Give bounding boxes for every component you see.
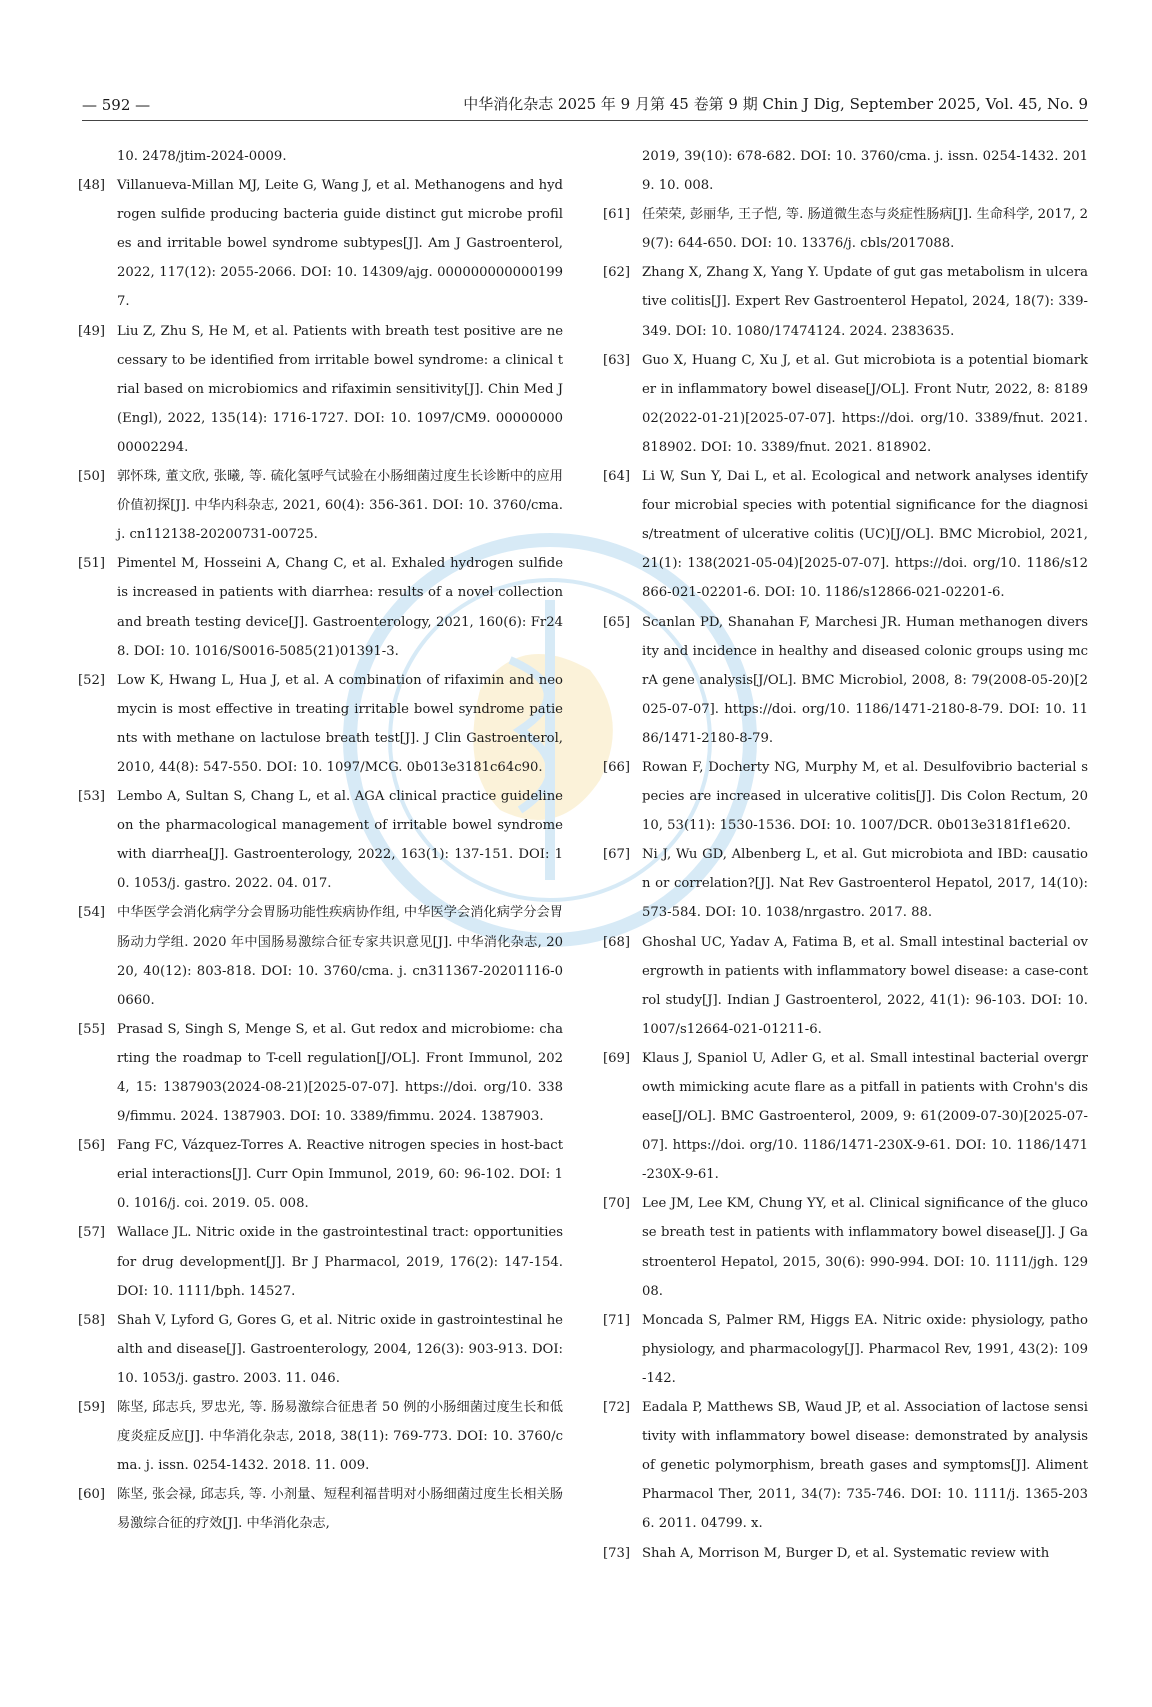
reference-text: Shah A, Morrison M, Burger D, et al. Systematic review with	[642, 1545, 1050, 1561]
reference-item	[78, 549, 563, 665]
reference-continuation: 2019, 39(10): 678-682. DOI: 10. 3760/cma. j. issn. 0254-1432. 2019. 10. 008.	[642, 149, 1088, 194]
reference-text: 陈坚, 张会禄, 邱志兵, 等. 小剂量、短程利福昔明对小肠细菌过度生长相关肠易激综合征的疗效[J]. 中华消化杂志,	[117, 1487, 563, 1532]
reference-number: [64]	[603, 469, 631, 485]
reference-text: Rowan F, Docherty NG, Murphy M, et al. Desulfovibrio bacterial species are increased in ulcerative colitis[J]. Dis Colon Rectum, 2010, 53(11): 1530-1536. DOI: 10. 1007/DCR. 0b013e3181f1e620.	[642, 759, 1088, 834]
reference-number: [68]	[603, 934, 631, 950]
reference-number: [51]	[78, 556, 106, 572]
reference-text: 任荣荣, 彭丽华, 王子恺, 等. 肠道微生态与炎症性肠病[J]. 生命科学, 2017, 29(7): 644-650. DOI: 10. 13376/j. cbls/2017088.	[642, 207, 1088, 252]
reference-text: Lee JM, Lee KM, Chung YY, et al. Clinical significance of the glucose breath test in patients with inflammatory bowel disease[J]. J Gastroenterol Hepatol, 2015, 30(6): 990-994. DOI: 10. 1111/jgh. 12908.	[642, 1196, 1088, 1299]
reference-number: [52]	[78, 672, 106, 688]
reference-item	[78, 1015, 563, 1131]
reference-item	[78, 1306, 563, 1393]
reference-text: Low K, Hwang L, Hua J, et al. A combination of rifaximin and neomycin is most effective in treating irritable bowel syndrome patients with methane on lactulose breath test[J]. J Clin Gastroenterol, 2010, 44(8): 547-550. DOI: 10. 1097/MCG. 0b013e3181c64c90.	[117, 672, 563, 775]
reference-number: [67]	[603, 847, 631, 863]
reference-text: Lembo A, Sultan S, Chang L, et al. AGA clinical practice guideline on the pharmacological management of irritable bowel syndrome with diarrhea[J]. Gastroenterology, 2022, 163(1): 137-151. DOI: 10. 1053/j. gastro. 2022. 04. 017.	[117, 789, 563, 892]
reference-text: Zhang X, Zhang X, Yang Y. Update of gut gas metabolism in ulcerative colitis[J]. Expert Rev Gastroenterol Hepatol, 2024, 18(7): 339-349. DOI: 10. 1080/17474124. 2024. 2383635.	[642, 265, 1088, 339]
journal-citation: 中华消化杂志 2025 年 9 月第 45 卷第 9 期 Chin J Dig, September 2025, Vol. 45, No. 9	[463, 95, 1088, 113]
reference-continuation: 10. 2478/jtim-2024-0009.	[117, 149, 287, 164]
reference-text: Eadala P, Matthews SB, Waud JP, et al. Association of lactose sensitivity with inflammatory bowel disease: demonstrated by analysis of genetic polymorphism, breath gases and symptoms[J]. Aliment Pharmacol Ther, 2011, 34(7): 735-746. DOI: 10. 1111/j. 1365-2036. 2011. 04799. x.	[642, 1400, 1088, 1532]
reference-number: [70]	[603, 1196, 631, 1212]
reference-number: [71]	[603, 1312, 631, 1328]
reference-number: [54]	[78, 905, 106, 921]
reference-number: [61]	[603, 207, 631, 223]
reference-text: Fang FC, Vázquez-Torres A. Reactive nitrogen species in host-bacterial interactions[J]. Curr Opin Immunol, 2019, 60: 96-102. DOI: 10. 1016/j. coi. 2019. 05. 008.	[117, 1138, 563, 1212]
reference-item	[78, 317, 563, 462]
reference-text: Ni J, Wu GD, Albenberg L, et al. Gut microbiota and IBD: causation or correlation?[J]. Nat Rev Gastroenterol Hepatol, 2017, 14(10): 573-584. DOI: 10. 1038/nrgastro. 2017. 88.	[642, 847, 1088, 921]
reference-item	[78, 1480, 563, 1538]
reference-text: Villanueva-Millan MJ, Leite G, Wang J, et al. Methanogens and hydrogen sulfide producing bacteria guide distinct gut microbe profiles and irritable bowel syndrome subtypes[J]. Am J Gastroenterol, 2022, 117(12): 2055-2066. DOI: 10. 14309/ajg. 0000000000001997.	[117, 178, 563, 310]
reference-item	[603, 753, 1088, 840]
reference-number: [73]	[603, 1545, 631, 1561]
reference-item	[78, 1131, 563, 1218]
reference-item	[603, 258, 1088, 345]
reference-item	[78, 1393, 563, 1480]
reference-number: [72]	[603, 1400, 631, 1416]
reference-number: [49]	[78, 323, 106, 339]
reference-number: [53]	[78, 789, 106, 805]
reference-text: Prasad S, Singh S, Menge S, et al. Gut redox and microbiome: charting the roadmap to T-cell regulation[J/OL]. Front Immunol, 2024, 15: 1387903(2024-08-21)[2025-07-07]. https://doi. org/10. 3389/fimmu. 2024. 1387903. DOI: 10. 3389/fimmu. 2024. 1387903.	[117, 1021, 563, 1125]
reference-text: 中华医学会消化病学分会胃肠功能性疾病协作组, 中华医学会消化病学分会胃肠动力学组. 2020 年中国肠易激综合征专家共识意见[J]. 中华消化杂志, 2020, 40(12): 803-818. DOI: 10. 3760/cma. j. cn311367-20201116-00660.	[117, 905, 563, 1008]
reference-text: 陈坚, 邱志兵, 罗忠光, 等. 肠易激综合征患者 50 例的小肠细菌过度生长和低度炎症反应[J]. 中华消化杂志, 2018, 38(11): 769-773. DOI: 10. 3760/cma. j. issn. 0254-1432. 2018. 11. 009.	[117, 1400, 563, 1474]
reference-number: [55]	[78, 1021, 106, 1037]
reference-item	[78, 462, 563, 549]
page-header	[82, 80, 1088, 121]
reference-item	[603, 840, 1088, 927]
reference-number: [48]	[78, 178, 106, 194]
reference-number: [69]	[603, 1050, 631, 1066]
reference-item	[603, 1306, 1088, 1393]
reference-number: [58]	[78, 1312, 106, 1328]
reference-item	[78, 1218, 563, 1305]
reference-item	[603, 608, 1088, 753]
reference-item	[603, 200, 1088, 258]
reference-text: Shah V, Lyford G, Gores G, et al. Nitric oxide in gastrointestinal health and disease[J]. Gastroenterology, 2004, 126(3): 903-913. DOI: 10. 1053/j. gastro. 2003. 11. 046.	[117, 1312, 563, 1386]
reference-text: Liu Z, Zhu S, He M, et al. Patients with breath test positive are necessary to be identified from irritable bowel syndrome: a clinical trial based on microbiomics and rifaximin sensitivity[J]. Chin Med J (Engl), 2022, 135(14): 1716-1727. DOI: 10. 1097/CM9. 0000000000002294.	[117, 323, 563, 455]
reference-text: Pimentel M, Hosseini A, Chang C, et al. Exhaled hydrogen sulfide is increased in patients with diarrhea: results of a novel collection and breath testing device[J]. Gastroenterology, 2021, 160(6): Fr248. DOI: 10. 1016/S0016-5085(21)01391-3.	[117, 556, 563, 659]
reference-item	[603, 1393, 1088, 1538]
reference-number: [60]	[78, 1487, 106, 1503]
reference-item	[603, 1044, 1088, 1189]
reference-text: Moncada S, Palmer RM, Higgs EA. Nitric oxide: physiology, pathophysiology, and pharmacology[J]. Pharmacol Rev, 1991, 43(2): 109-142.	[642, 1312, 1088, 1386]
reference-item	[78, 171, 563, 316]
reference-number: [66]	[603, 759, 631, 775]
reference-number: [57]	[78, 1225, 106, 1241]
reference-item	[603, 1189, 1088, 1305]
reference-item	[603, 1539, 1088, 1568]
reference-column-right	[603, 142, 1088, 1568]
reference-item	[603, 928, 1088, 1044]
reference-text: Klaus J, Spaniol U, Adler G, et al. Small intestinal bacterial overgrowth mimicking acute flare as a pitfall in patients with Crohn's disease[J/OL]. BMC Gastroenterol, 2009, 9: 61(2009-07-30)[2025-07-07]. https://doi. org/10. 1186/1471-230X-9-61. DOI: 10. 1186/1471-230X-9-61.	[642, 1050, 1088, 1183]
page-number: — 592 —	[82, 96, 151, 114]
reference-item	[603, 346, 1088, 462]
reference-text: Li W, Sun Y, Dai L, et al. Ecological and network analyses identify four microbial species with potential significance for the diagnosis/treatment of ulcerative colitis (UC)[J/OL]. BMC Microbiol, 2021, 21(1): 138(2021-05-04)[2025-07-07]. https://doi. org/10. 1186/s12866-021-02201-6. DOI: 10. 1186/s12866-021-02201-6.	[642, 469, 1088, 601]
reference-number: [59]	[78, 1400, 106, 1416]
reference-text: Wallace JL. Nitric oxide in the gastrointestinal tract: opportunities for drug development[J]. Br J Pharmacol, 2019, 176(2): 147-154. DOI: 10. 1111/bph. 14527.	[117, 1225, 563, 1299]
reference-item	[78, 666, 563, 782]
reference-number: [50]	[78, 469, 106, 485]
reference-column-left	[78, 142, 563, 1539]
reference-text: 郭怀珠, 董文欣, 张曦, 等. 硫化氢呼气试验在小肠细菌过度生长诊断中的应用价值初探[J]. 中华内科杂志, 2021, 60(4): 356-361. DOI: 10. 3760/cma. j. cn112138-20200731-00725.	[117, 469, 563, 543]
reference-item	[78, 898, 563, 1014]
reference-text: Guo X, Huang C, Xu J, et al. Gut microbiota is a potential biomarker in inflammatory bowel disease[J/OL]. Front Nutr, 2022, 8: 818902(2022-01-21)[2025-07-07]. https://doi. org/10. 3389/fnut. 2021. 818902. DOI: 10. 3389/fnut. 2021. 818902.	[642, 352, 1088, 455]
reference-text: Ghoshal UC, Yadav A, Fatima B, et al. Small intestinal bacterial overgrowth in patients with inflammatory bowel disease: a case-control study[J]. Indian J Gastroenterol, 2022, 41(1): 96-103. DOI: 10. 1007/s12664-021-01211-6.	[642, 934, 1088, 1037]
reference-text: Scanlan PD, Shanahan F, Marchesi JR. Human methanogen diversity and incidence in healthy and diseased colonic groups using mcrA gene analysis[J/OL]. BMC Microbiol, 2008, 8: 79(2008-05-20)[2025-07-07]. https://doi. org/10. 1186/1471-2180-8-79. DOI: 10. 1186/1471-2180-8-79.	[642, 614, 1088, 746]
reference-item	[603, 462, 1088, 607]
reference-number: [63]	[603, 352, 631, 368]
reference-number: [62]	[603, 265, 631, 281]
reference-number: [56]	[78, 1138, 106, 1154]
reference-item	[78, 782, 563, 898]
reference-number: [65]	[603, 614, 631, 630]
